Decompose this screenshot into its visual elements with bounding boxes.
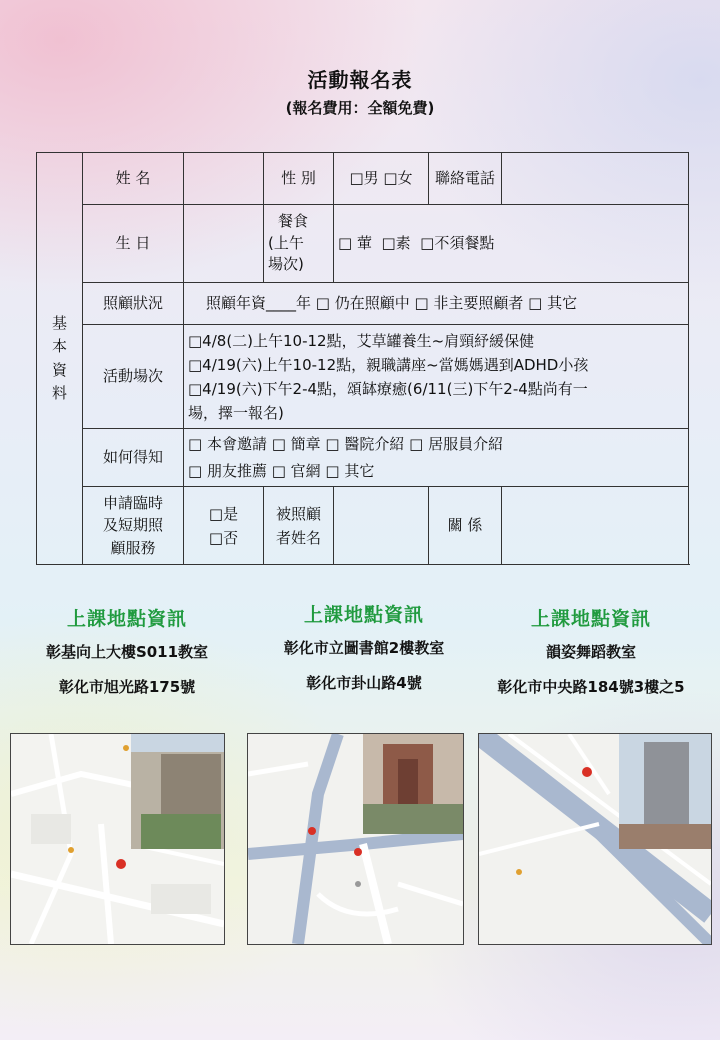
location-3-map-graphic (479, 734, 711, 944)
location-2-map-graphic (248, 734, 463, 944)
name-label: 姓 名 (83, 153, 184, 205)
form-title: 活動報名表 (307, 68, 413, 92)
location-2 (244, 600, 484, 693)
session-options[interactable] (184, 325, 689, 429)
source-options[interactable] (184, 429, 689, 487)
respite-no-option[interactable]: □否 (208, 528, 239, 547)
location-1 (7, 604, 247, 697)
location-3-map[interactable] (478, 733, 712, 945)
session-option-1[interactable]: □4/8(二)上午10-12點，艾草罐養生~肩頸紓緩保健 (188, 331, 535, 350)
source-label: 如何得知 (83, 429, 184, 487)
respite-service-options[interactable] (184, 487, 264, 565)
location-1-place: 彰基向上大樓S011教室 (45, 643, 209, 661)
relation-field[interactable] (502, 487, 689, 565)
respite-yes-option[interactable]: □是 (208, 504, 239, 523)
location-1-map-graphic (11, 734, 224, 944)
source-options-line1[interactable]: □ 本會邀請 □ 簡章 □ 醫院介紹 □ 居服員介紹 (188, 435, 504, 454)
location-1-heading: 上課地點資訊 (66, 608, 187, 630)
section-label-basic-info: 基 本 資 料 (37, 153, 83, 565)
phone-label: 聯絡電話 (429, 153, 502, 205)
session-option-3[interactable]: □4/19(六)下午2-4點，頌缽療癒(6/11(三)下午2-4點尚有一 (188, 379, 588, 398)
gender-options[interactable]: □男 □女 (334, 153, 429, 205)
session-option-3-cont: 場，擇一報名) (188, 403, 284, 422)
relation-label: 關 係 (429, 487, 502, 565)
care-recipient-field[interactable] (334, 487, 429, 565)
session-option-2[interactable]: □4/19(六)上午10-12點，親職講座~當媽媽遇到ADHD小孩 (188, 355, 589, 374)
care-status-options[interactable]: 照顧年資____年 □ 仍在照顧中 □ 非主要照顧者 □ 其它 (184, 283, 689, 325)
registration-form-table (36, 152, 689, 565)
location-3-address: 彰化市中央路184號3樓之5 (497, 678, 685, 696)
location-2-map[interactable] (247, 733, 464, 945)
gender-label: 性 別 (264, 153, 334, 205)
location-2-place: 彰化市立圖書館2樓教室 (283, 639, 445, 657)
meal-label: 餐食 (上午 場次) (264, 205, 334, 283)
phone-field[interactable] (502, 153, 689, 205)
location-1-map[interactable] (10, 733, 225, 945)
care-recipient-label: 被照顧 者姓名 (264, 487, 334, 565)
birthday-label: 生 日 (83, 205, 184, 283)
location-2-address: 彰化市卦山路4號 (306, 674, 422, 692)
location-3-heading: 上課地點資訊 (530, 608, 651, 630)
location-3-place: 韻姿舞蹈教室 (545, 643, 636, 661)
form-subtitle: (報名費用：全額免費) (285, 99, 435, 117)
name-field[interactable] (184, 153, 264, 205)
birthday-field[interactable] (184, 205, 264, 283)
source-options-line2[interactable]: □ 朋友推薦 □ 官網 □ 其它 (188, 461, 375, 480)
session-label: 活動場次 (83, 325, 184, 429)
meal-options[interactable]: □ 葷 □素 □不須餐點 (334, 205, 689, 283)
location-2-heading: 上課地點資訊 (303, 604, 424, 626)
location-1-address: 彰化市旭光路175號 (58, 678, 196, 696)
respite-service-label: 申請臨時 及短期照 顧服務 (83, 487, 184, 565)
location-3 (471, 604, 711, 697)
care-status-label: 照顧狀況 (83, 283, 184, 325)
